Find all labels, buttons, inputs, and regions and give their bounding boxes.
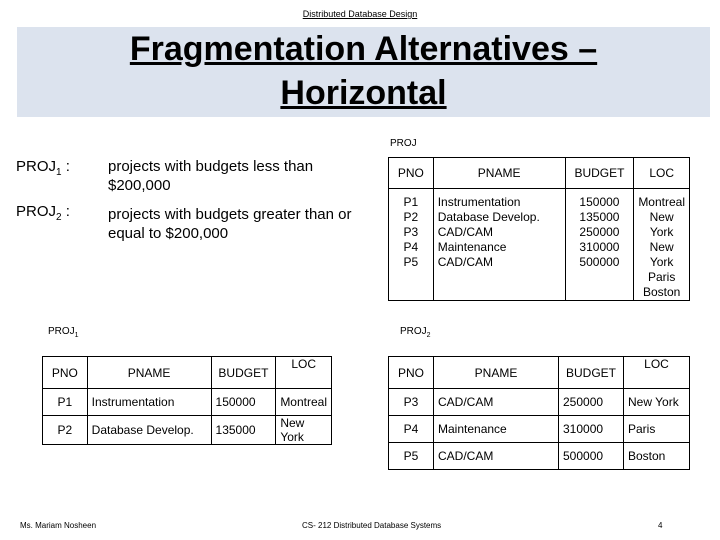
col-header-pno: PNO [389, 357, 434, 389]
cell: P4 [389, 416, 434, 443]
proj2-caption: $PROJ_2$ [400, 326, 431, 339]
cell: New York [276, 416, 332, 445]
cell: Boston [624, 443, 690, 470]
cell: CAD/CAM [434, 443, 559, 470]
slide-title [17, 27, 710, 115]
col-header-pno: PNO [43, 357, 88, 389]
col-header-budget: BUDGET [565, 158, 634, 189]
col-header-pname: PNAME [433, 158, 565, 189]
cell: New York [624, 389, 690, 416]
cell: 500000 [559, 443, 624, 470]
table-row [389, 443, 690, 470]
table-row [389, 189, 690, 301]
cell: P5 [389, 443, 434, 470]
cell: P3 [389, 389, 434, 416]
proj-table-caption: PROJ [390, 138, 417, 149]
pno-cell: P1 P2 P3 P4 P5 [389, 189, 434, 301]
col-header-budget: BUDGET [559, 357, 624, 389]
table-row [389, 389, 690, 416]
col-header-loc: LOC [634, 158, 690, 189]
header-note: Distributed Database Design [302, 9, 418, 19]
cell: Maintenance [434, 416, 559, 443]
col-header-budget: BUDGET [211, 357, 276, 389]
cell: Instrumentation [87, 389, 211, 416]
budget-cell: 150000 135000 250000 310000 500000 [565, 189, 634, 301]
col-header-pno: PNO [389, 158, 434, 189]
table-row [43, 416, 332, 445]
cell: 135000 [211, 416, 276, 445]
cell: 310000 [559, 416, 624, 443]
loc-cell: Montreal New York New York Paris Boston [634, 189, 690, 301]
cell: Montreal [276, 389, 332, 416]
table-row [43, 389, 332, 416]
col-header-pname: PNAME [87, 357, 211, 389]
cell: P1 [43, 389, 88, 416]
col-header-loc: LOC [276, 357, 332, 389]
proj2-table [388, 356, 690, 470]
cell: Paris [624, 416, 690, 443]
title-line-2: Horizontal [280, 74, 447, 112]
cell: P2 [43, 416, 88, 445]
col-header-pname: PNAME [434, 357, 559, 389]
cell: 250000 [559, 389, 624, 416]
proj1-caption: $PROJ_1$ [48, 326, 79, 339]
def-text-2: projects with budgets greater than or equal to $200,000 [108, 206, 352, 242]
table-header-row [43, 357, 332, 389]
def-label-2: $PROJ_2$ : [16, 203, 70, 223]
table-header-row [389, 158, 690, 189]
footer-course: CS- 212 Distributed Database Systems [302, 521, 442, 530]
footer-author: Ms. Mariam Nosheen [20, 521, 97, 530]
page-number: 4 [658, 521, 663, 530]
cell: 150000 [211, 389, 276, 416]
table-header-row [389, 357, 690, 389]
col-header-loc: LOC [624, 357, 690, 389]
proj-table [388, 157, 690, 301]
proj1-table [42, 356, 332, 445]
cell: Database Develop. [87, 416, 211, 445]
def-label-1: $PROJ_1$ : [16, 158, 70, 178]
table-row [389, 416, 690, 443]
def-text-1: projects with budgets less than $200,000 [108, 158, 314, 194]
cell: CAD/CAM [434, 389, 559, 416]
title-line-1: Fragmentation Alternatives – [129, 30, 598, 68]
pname-cell: Instrumentation Database Develop. CAD/CAM Maintenance CAD/CAM [433, 189, 565, 301]
